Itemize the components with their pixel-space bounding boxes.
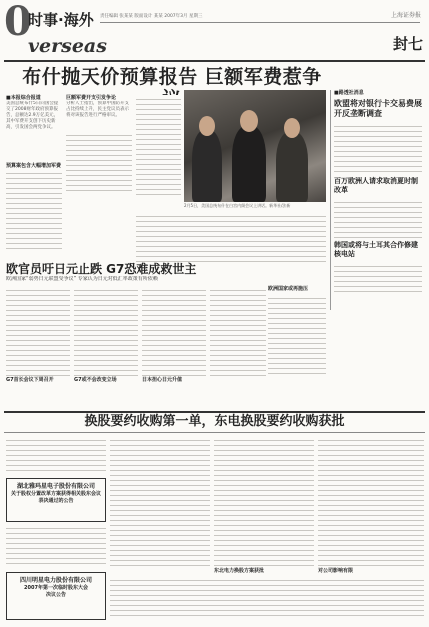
left-subhead: 预算案包含大幅增加军费: [6, 163, 62, 169]
second-sub-2: G7或不会改变立场: [74, 377, 117, 383]
right-sidebar: [330, 90, 425, 310]
left-column: [6, 95, 62, 255]
notice-box-1: [6, 478, 106, 522]
mid-subhead-2: 欧洲国家或再施压: [268, 286, 309, 292]
notice-box-2: [6, 572, 106, 620]
mid-subhead: 巨额军费开支引发争论: [66, 95, 117, 101]
text-column: [136, 95, 181, 195]
section-title: 时事·海外: [28, 11, 94, 29]
right-tag: ■路透社消息: [334, 90, 364, 96]
notice-2-title: 四川明星电力股份有限公司: [19, 577, 92, 584]
second-subheadline: 欧洲国家“弱势日元联盟受争议” 专家认为日元对低汇率政策有所依赖: [6, 276, 158, 282]
notice-1-sub: 关于股权分置改革方案获得相关股东会议表决通过的公告: [10, 491, 101, 504]
body-text: [136, 212, 326, 262]
notice-1-title: 湖北雅玛星电子股份有限公司: [16, 483, 95, 490]
second-article: [6, 262, 326, 282]
band-sub-2: 对公司影响有限: [318, 568, 354, 574]
section-letter: 0: [4, 0, 32, 45]
masthead-meta: 责任编辑 张某某 版面设计 某某 2007年3月 星期三: [100, 14, 203, 19]
section-title-en: verseas: [28, 35, 107, 57]
left-tag: ■本报综合报道: [6, 95, 41, 101]
main-headline: 布什抛天价预算报告 巨额军费惹争: [22, 66, 322, 88]
notice-2-sub2: 决议公告: [45, 592, 66, 598]
right-sub2: 韩国或将与土耳其合作修建核电站: [334, 241, 418, 258]
notice-2-sub: 2007年第一次临时股东大会: [24, 585, 88, 591]
band-sub-1: 东北电力换股方案获批: [214, 568, 265, 574]
second-headline: 欧官员吁日元止跌 G7恐难成救世主: [6, 262, 197, 276]
mid-column: [66, 95, 132, 195]
right-sub1: 百万欧洲人请求取消夏时制改革: [334, 177, 418, 194]
page-number: 封七: [392, 35, 423, 53]
masthead: [0, 0, 429, 62]
paper-name: 上海证券报: [390, 12, 421, 19]
photo-caption: 2月5日，美国总统布什在白宫内阁会议上讲话。新华社/法新: [184, 203, 291, 208]
news-photo: [184, 90, 326, 202]
mid-text: 分析人士指出，预算中国防开支占比持续上升，民主党议员表示将对该报告进行严格审议。: [66, 101, 129, 118]
second-sub-3: 日本担心日元升值: [142, 377, 183, 383]
right-title: 欧盟将对银行卡交易费展开反垄断调查: [334, 99, 422, 118]
band-headline: 换股要约收购第一单，东电换股要约收购获批: [84, 414, 345, 429]
second-sub-1: G7首长会议下周召开: [6, 377, 54, 383]
masthead-rule: [4, 60, 425, 62]
left-text: 美国总统布什5日向国会提交了2008财年政府预算报告，总额达2.9万亿美元，其中军费开支创下历史新高，引发国会两党争议。: [6, 101, 59, 130]
